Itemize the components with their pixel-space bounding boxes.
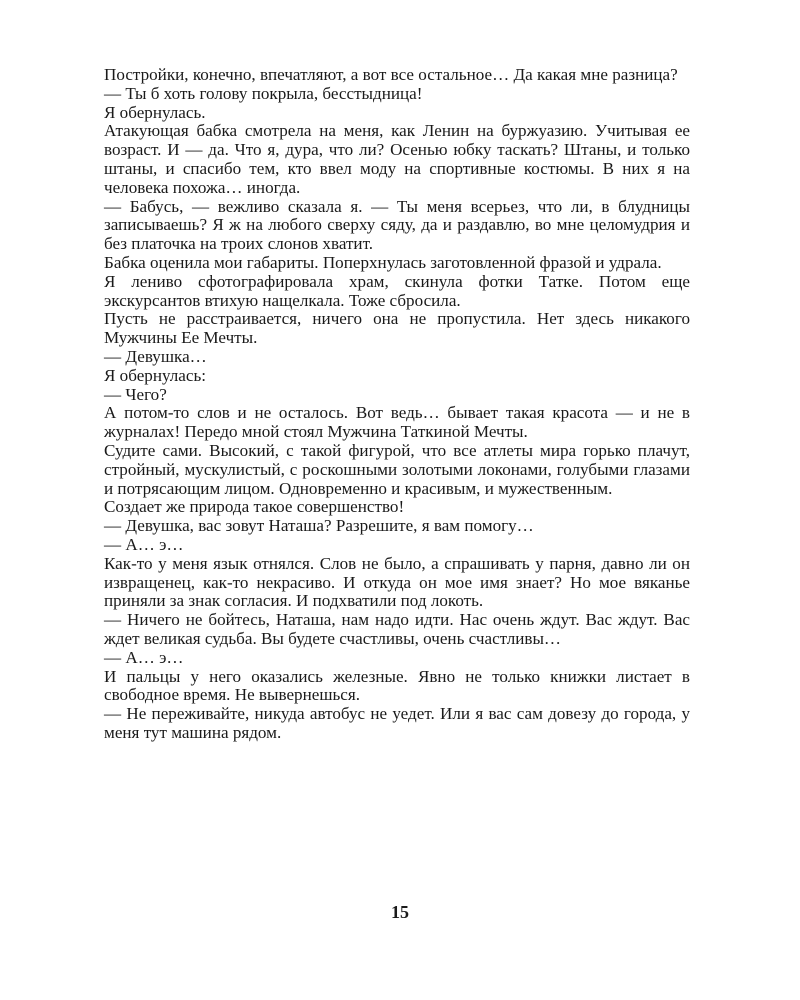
paragraph: Как-то у меня язык отнялся. Слов не было, а спрашивать у парня, давно ли он извращенец, как-то некрасиво. И откуда он мое имя знает? Но мое вяканье приняли за знак согласия. И подхватили под локоть. — [104, 553, 690, 611]
paragraph: Я лениво сфотографировала храм, скинула фотки Татке. Потом еще экскурсантов втихую нащелкала. Тоже сбросила. — [104, 271, 690, 310]
paragraph: — А… э… — [104, 647, 184, 667]
paragraph: Судите сами. Высокий, с такой фигурой, что все атлеты мира горько плачут, стройный, мускулистый, с роскошными золотыми локонами, голубыми глазами и потрясающим лицом. Одновременно и красивым, и мужественным. — [104, 440, 690, 498]
paragraph: — Девушка, вас зовут Наташа? Разрешите, я вам помогу… — [104, 516, 534, 536]
paragraph: Создает же природа такое совершенство! — [104, 497, 405, 517]
paragraph: А потом-то слов и не осталось. Вот ведь… бывает такая красота — и не в журналах! Передо мной стоял Мужчина Таткиной Мечты. — [104, 403, 690, 442]
book-page-text — [104, 66, 690, 743]
paragraph: Я обернулась. — [104, 102, 206, 122]
paragraph: — Бабусь, — вежливо сказала я. — Ты меня всерьез, что ли, в блудницы записываешь? Я ж на любого сверху сяду, да и раздавлю, во мне целомудрия и без платочка на троих слонов хватит. — [104, 196, 690, 254]
paragraph: — Чего? — [104, 384, 167, 404]
paragraph: Бабка оценила мои габариты. Поперхнулась заготовленной фразой и удрала. — [104, 252, 662, 272]
paragraph: — Девушка… — [104, 346, 207, 366]
paragraph: — А… э… — [104, 534, 184, 554]
paragraph: Атакующая бабка смотрела на меня, как Ленин на буржуазию. Учитывая ее возраст. И — да. Что я, дура, что ли? Осенью юбку таскать? Штаны, и только штаны, и спасибо тем, кто ввел моду на спортивные костюмы. В них я на человека похожа… иногда. — [104, 121, 690, 197]
paragraph: — Ничего не бойтесь, Наташа, нам надо идти. Нас очень ждут. Вас ждут. Вас ждет великая судьба. Вы будете счастливы, очень счастливы… — [104, 610, 690, 648]
paragraph: — Не переживайте, никуда автобус не уедет. Или я вас сам довезу до города, у меня тут машина рядом. — [104, 704, 690, 742]
paragraph: И пальцы у него оказались железные. Явно не только книжки листает в свободное время. Не вывернешься. — [104, 666, 690, 705]
paragraph: Пусть не расстраивается, ничего она не пропустила. Нет здесь никакого Мужчины Ее Мечты. — [104, 309, 690, 348]
paragraph: Постройки, конечно, впечатляют, а вот все остальное… Да какая мне разница? — [104, 65, 678, 84]
paragraph: Я обернулась: — [104, 365, 207, 385]
paragraph: — Ты б хоть голову покрыла, бесстыдница! — [104, 83, 423, 103]
page-number: 15 — [391, 902, 409, 922]
